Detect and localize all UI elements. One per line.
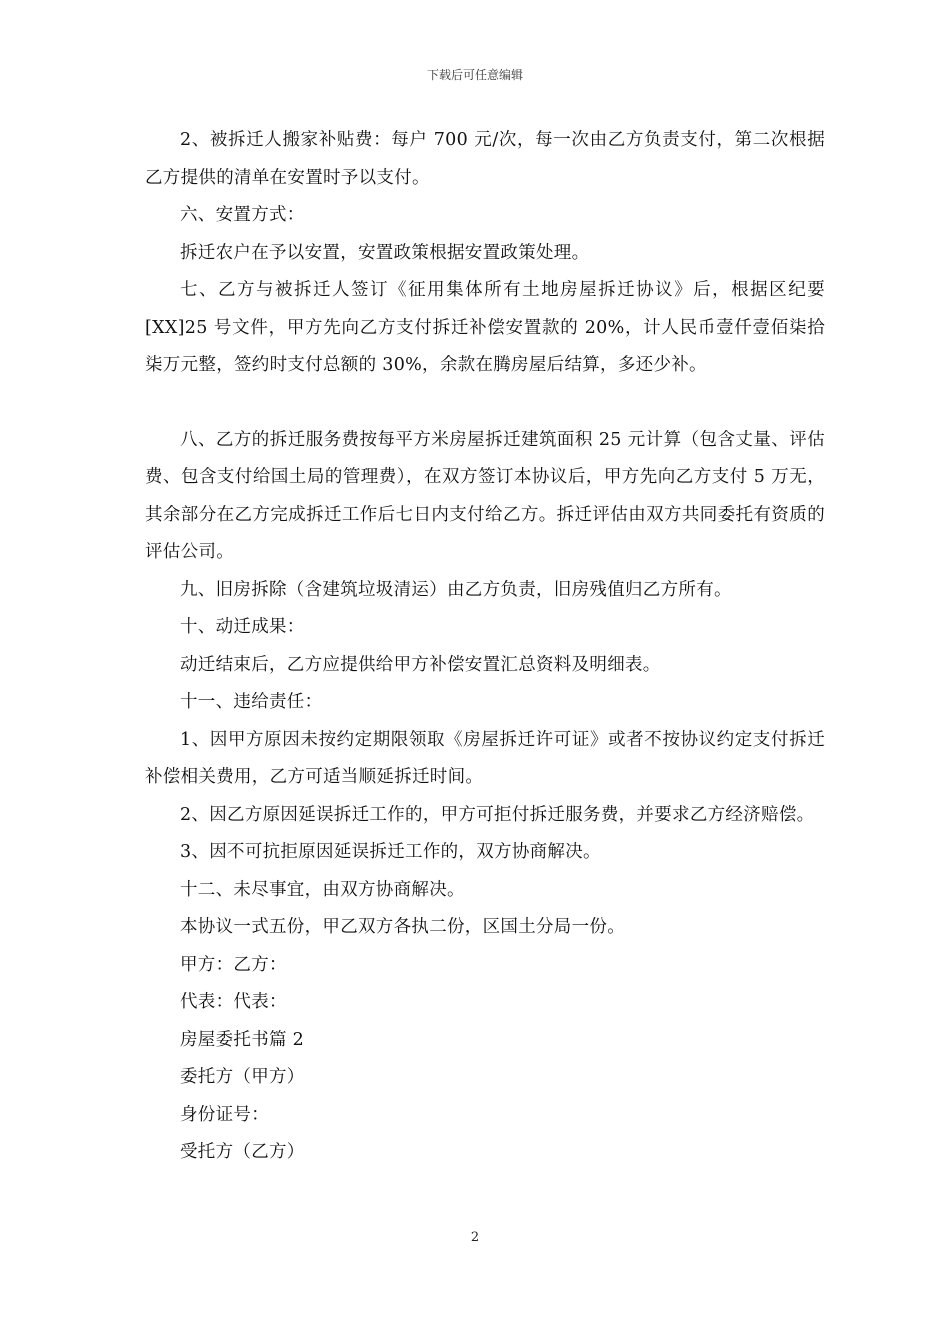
heading-resettlement-method: 六、安置方式： <box>180 205 305 225</box>
paragraph-clause-9: 九、旧房拆除（含建筑垃圾清运）由乙方负责，旧房残值归乙方所有。 <box>180 579 732 600</box>
paragraph-resettlement: 拆迁农户在予以安置，安置政策根据安置政策处理。 <box>180 242 590 263</box>
paragraph-clause-10: 动迁结束后，乙方应提供给甲方补偿安置汇总资料及明细表。 <box>180 654 661 675</box>
heading-clause-10: 十、动迁成果： <box>180 617 305 637</box>
signature-representatives: 代表：代表： <box>180 992 287 1012</box>
paragraph-liability-1: 1、因甲方原因未按约定期限领取《房屋拆迁许可证》或者不按协议约定支付拆迁补偿相关费用，乙方可适当顺延拆迁时间。 <box>145 729 825 787</box>
section-title: 房屋委托书篇 2 <box>180 1029 305 1050</box>
principal-party: 委托方（甲方） <box>180 1067 305 1087</box>
signature-parties: 甲方：乙方： <box>180 954 287 975</box>
page-header: 下载后可任意编辑 <box>426 68 523 82</box>
blank-line <box>145 385 825 422</box>
paragraph-moving-subsidy: 2、被拆迁人搬家补贴费：每户 700 元/次，每一次由乙方负责支付，第二次根据乙方提供的清单在安置时予以支付。 <box>145 130 825 188</box>
paragraph-clause-12: 十二、未尽事宜，由双方协商解决。 <box>180 879 465 900</box>
id-number-label: 身份证号： <box>180 1104 269 1125</box>
paragraph-clause-8: 八、乙方的拆迁服务费按每平方米房屋拆迁建筑面积 25 元计算（包含丈量、评估费、包含支付给国土局的管理费），在双方签订本协议后，甲方先向乙方支付 5 万无，其余部分在乙方完成拆迁工作后七日内支付给乙方。拆迁评估由双方共同委托有资质的评估公司。 <box>145 429 825 562</box>
agent-party: 受托方（乙方） <box>180 1142 305 1162</box>
heading-clause-11: 十一、违给责任： <box>180 692 323 712</box>
page-number: 2 <box>470 1230 480 1245</box>
paragraph-liability-3: 3、因不可抗拒原因延误拆迁工作的，双方协商解决。 <box>180 842 601 862</box>
paragraph-copies: 本协议一式五份，甲乙双方各执二份，区国土分局一份。 <box>180 917 625 937</box>
paragraph-clause-7: 七、乙方与被拆迁人签订《征用集体所有土地房屋拆迁协议》后，根据区纪要[XX]25 号文件，甲方先向乙方支付拆迁补偿安置款的 20%，计人民币壹仟壹佰柒拾柒万元整，签约时支付总额的 30%，余款在腾房屋后结算，多还少补。 <box>145 280 825 375</box>
paragraph-liability-2: 2、因乙方原因延误拆迁工作的，甲方可拒付拆迁服务费，并要求乙方经济赔偿。 <box>180 804 815 825</box>
document-body <box>145 122 825 1172</box>
